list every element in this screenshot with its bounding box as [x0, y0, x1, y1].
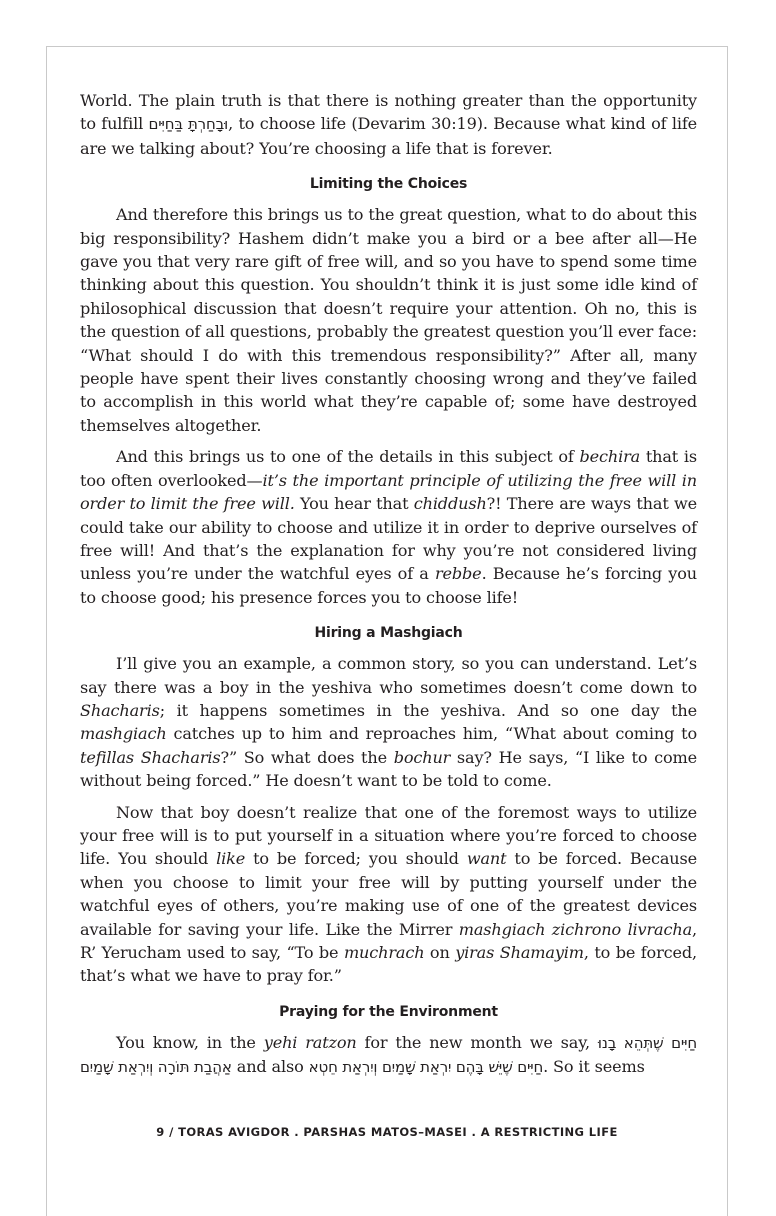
text-span: ?! There are ways that we could take our ability to choose and utilize it in order to deprive ourselves of free will! And that’s the explanation for why you’re not considered living unless you’re under the watchful eyes of a — [80, 494, 697, 584]
italic-term: yehi ratzon — [263, 1032, 357, 1052]
text-span: . So it seems — [543, 1057, 645, 1077]
section-heading-hiring-a-mashgiach: Hiring a Mashgiach — [314, 625, 463, 642]
section-heading-limiting-the-choices: Limiting the Choices — [309, 176, 468, 193]
italic-term: chiddush — [413, 494, 487, 514]
text-span: and also — [231, 1057, 309, 1077]
italic-term: yiras Shamayim — [455, 943, 584, 962]
text-span: , R’ Yerucham used to say, “To be — [80, 919, 697, 962]
text-span: say? He says, “I like to come without being forced.” He doesn’t want to be told to come. — [80, 747, 697, 791]
text-span: ; it happens sometimes in the yeshiva. And so one day the — [159, 700, 697, 720]
hebrew-text: וּבָחַרְתָּ בַּחַיִּים — [148, 115, 229, 134]
text-span: I’ll give you an example, a common story, so you can understand. Let’s say there was a boy in the yeshiva who sometimes doesn’t come down to — [80, 654, 697, 697]
text-span: . Because he’s forcing you to choose good; his presence forces you to choose life! — [80, 564, 697, 607]
italic-term: tefillas Shacharis — [80, 747, 221, 767]
text-span: for the new month we say, — [356, 1032, 598, 1052]
text-span: You know, in the — [116, 1032, 264, 1052]
italic-term: rebbe — [434, 564, 482, 584]
paragraph-1 — [80, 89, 697, 160]
hebrew-text: חַיִּים שֶׁיֵּשׁ בָּהֶם יִרְאַת שָׁמַיִם וְיִרְאַת חֵטְא — [308, 1058, 544, 1077]
section-heading-praying-for-the-environment: Praying for the Environment — [279, 1003, 498, 1020]
text-span: ?” So what does the — [220, 747, 394, 767]
paragraph-4 — [80, 652, 697, 792]
italic-term: mashgiach zichrono livracha — [458, 919, 693, 939]
paragraph-3 — [80, 445, 697, 609]
page-footer: 9 / TORAS AVIGDOR . PARSHAS MATOS–MASEI . A RESTRICTING LIFE — [156, 1125, 618, 1139]
italic-term: want — [466, 849, 507, 869]
italic-term: like — [216, 849, 246, 869]
italic-term: mashgiach — [80, 724, 167, 744]
page-body — [80, 89, 697, 1080]
text-span: , to choose life (Devarim 30:19). Because what kind of life are we talking about? You’re choosing a life that is forever. — [80, 114, 698, 158]
paragraph-5 — [80, 801, 697, 988]
text-span: to be forced; you should — [245, 849, 467, 869]
paragraph-2: And therefore this brings us to the great question, what to do about this big responsibility? Hashem didn’t make you a bird or a bee after all—He gave you that very rare gift of free will, and so you have to spend some time thinking about this question. You shouldn’t think it is just some idle kind of philosophical discussion that doesn’t require your attention. Oh no, this is the question of all questions, probably the greatest question you’ll ever face: “What should I do with this tremendous responsibility?” After all, many people have spent their lives constantly choosing wrong and they’ve failed to accomplish in this world what they’re capable of; some have destroyed themselves altogether. — [80, 205, 697, 435]
italic-term: Shacharis — [80, 700, 160, 720]
italic-term: bochur — [393, 747, 451, 767]
text-span: that is too often overlooked— — [80, 447, 697, 490]
hebrew-text: חַיִּים שֶׁתְּהֵא בָנוּ אַהֲבַת תּוֹרָה וְיִרְאַת שָׁמַיִם — [80, 1033, 697, 1077]
text-span: to be forced. Because when you choose to limit your free will by putting yourself under the watchful eyes of others, you’re making use of one of the greatest devices available for saving your life. Like the Mirrer — [80, 849, 697, 939]
text-span: World. The plain truth is that there is nothing greater than the opportunity to fulfill — [80, 91, 697, 134]
paragraph-6 — [80, 1031, 697, 1080]
text-span: And this brings us to one of the details in this subject of — [116, 447, 580, 467]
text-span: on — [424, 943, 456, 962]
italic-term: muchrach — [343, 943, 425, 962]
text-span: , to be forced, that’s what we have to pray for.” — [80, 943, 697, 986]
text-span: You hear that — [294, 494, 414, 514]
text-span: Now that boy doesn’t realize that one of the foremost ways to utilize your free will is to put yourself in a situation where you’re forced to choose life. You should — [80, 802, 697, 869]
text-span: catches up to him and reproaches him, “What about coming to — [166, 724, 697, 744]
italic-term: bechira — [579, 447, 641, 467]
italic-phrase: it’s the important principle of utilizing the free will in order to limit the free will. — [80, 470, 697, 514]
